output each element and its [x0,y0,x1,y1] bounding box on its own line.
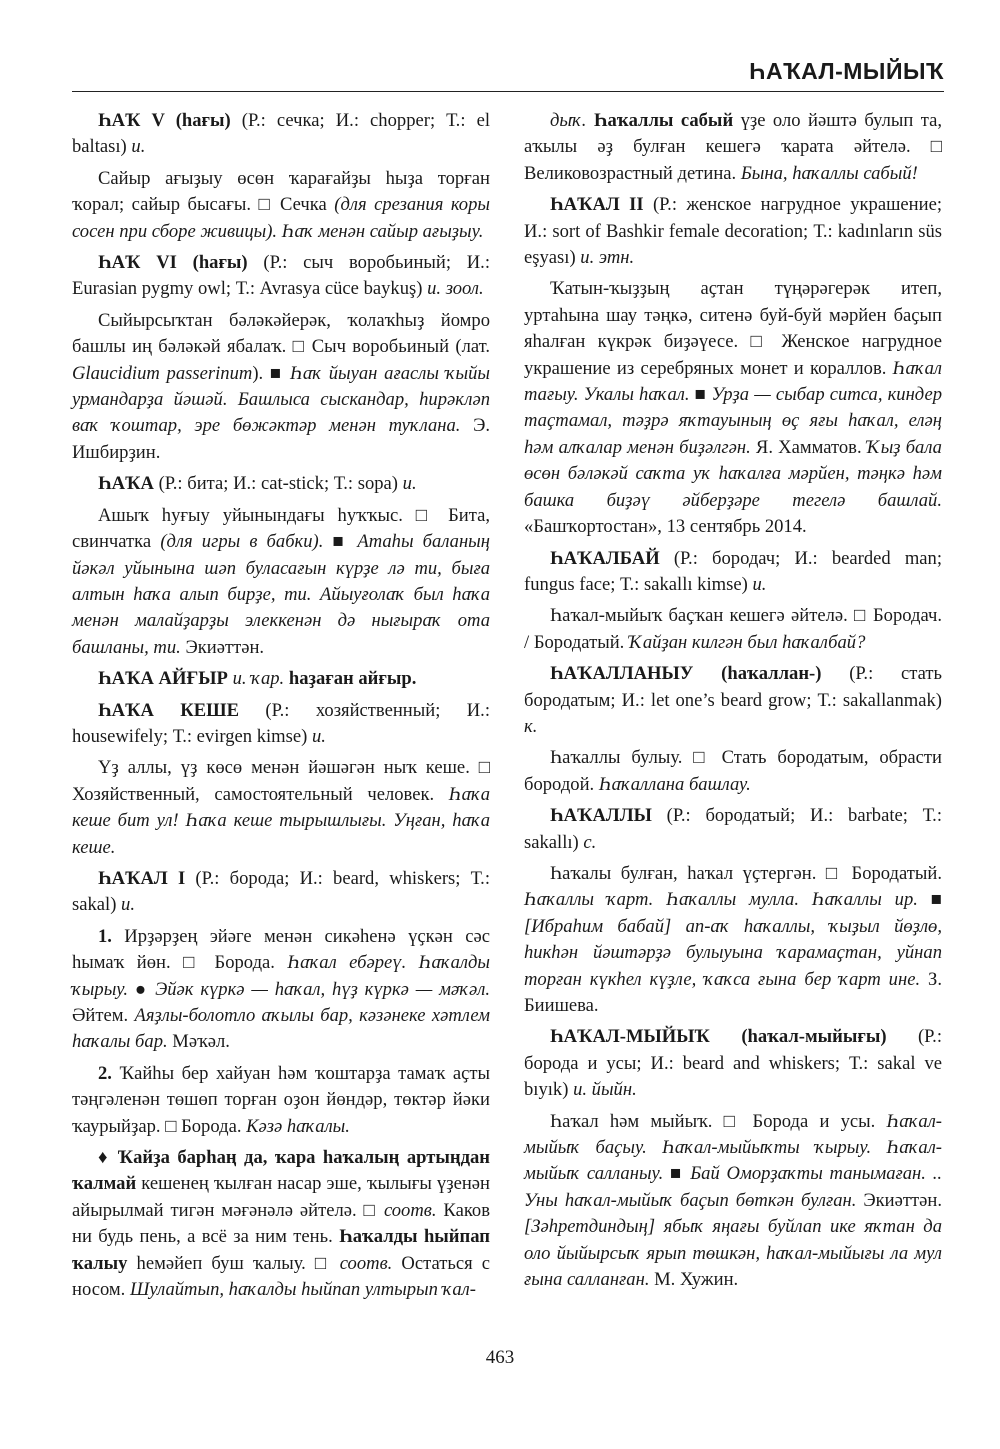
dictionary-entry-text [72,503,490,661]
text-run: (Р.: борода; И.: beard, whiskers; Т.: sakal) [72,867,490,916]
text-run: (Р.: бородатый; И.: barbate; Т.: sakallı) [524,805,942,853]
headword: ♦ Ҡайҙа барһаң да, ҡара һаҡалың артыңдан ҡалмай [72,1147,490,1195]
italic-text: Атаһы баланың йәкәл уйынына шәп буласағын күрҙе лә ти, быға алтын һаҡа алып бирҙе, ти. Айыуғолаҡ был һаҡа менән малайҙарҙы элеккенән дә нығыраҡ ота башланы, ти. [72,531,491,658]
running-head: ҺАҠАЛ-МЫЙЫҠ [749,58,944,84]
dictionary-entry-headword [524,546,942,599]
dictionary-entry-text [72,308,490,466]
text-run: һемәйеп буш ҡалыу. □ [127,1252,340,1274]
text-run: Һаҡал һәм мыйыҡ. □ Борода и усы. [550,1110,887,1132]
page-number: 463 [485,1347,515,1368]
text-run: Сыйырсыҡтан бәләкәйерәк, ҡолаҡһыҙ йомро башлы иң бәләкәй ябалаҡ. □ Сыч воробьиный (лат. [72,309,490,358]
italic-text: Һаҡаллана башлау. [598,773,751,795]
dictionary-entry-headword [72,250,490,303]
italic-text: [Зәһретдиндың] ябыҡ яңағы буйлап ике яҡтан да оло йыйырсыҡ ярып төшкән, һаҡал-мыйығы ла мул ғына салланған. [524,1216,942,1291]
text-run: Экиәттән. [856,1189,942,1211]
italic-text: дыҡ. [550,110,587,131]
text-run: ■ [689,384,712,406]
italic-text: Бай Оморҙаҡты танымаған. .. Уны һаҡал-мыйыҡ баҫып бөткән булған. [524,1163,942,1211]
text-run: Мәҡәл. [167,1031,230,1053]
text-run: Ашыҡ һуғыу уйынындағы һуҡҡыс. □ Бита, свинчатка [72,504,490,553]
text-run: М. Хужин. [649,1269,739,1291]
text-run: Каков ни будь пень, а всё за ним тень. [72,1199,490,1248]
italic-text: соотв. [339,1252,393,1274]
text-run: (Р.: стать бородатым; И.: let one’s beard grow; Т.: sakallanmak) [524,663,942,711]
left-column [72,108,490,1308]
headword: ҺАҠАЛБАЙ [550,547,660,569]
italic-text: и. [121,894,135,916]
italic-text: (для игры в бабки). [160,531,324,553]
dictionary-entry-text [524,276,942,540]
text-run: (Р.: сечка; И.: chopper; Т.: el baltası) [72,110,490,158]
text-run: ● [128,978,156,1000]
dictionary-entry-headword [524,661,942,740]
headword: ҺАҠА [98,473,154,495]
text-run: үҙе оло йәштә булып та, аҡылы әҙ булған кешегә ҡарата әйтелә. □ Великовозрастный детина. [524,110,942,184]
italic-text: и. [311,725,326,747]
italic-text: Һаҡал-мыйыҡ баҫыу. Һаҡал-мыйыҡты ҡырыу. Һаҡал-мыйыҡ салланыу. [524,1110,942,1185]
text-run: З. Биишева. [524,968,942,1016]
dictionary-entry-text [72,166,490,245]
italic-text: к. [524,715,538,737]
text-run: ■ [663,1163,691,1185]
headword: Һаҡалды һыйпап ҡалыу [72,1226,490,1274]
dictionary-entry-text [524,108,942,187]
text-run: «Башҡортостан», 13 сентябрь 2014. [524,516,807,538]
headword: 2. [98,1062,112,1084]
text-run: Әйтем. [72,1005,135,1026]
italic-text: соотв. [383,1199,437,1221]
headword: ҺАҠАЛ II [550,194,644,216]
right-column [524,108,942,1298]
text-run: ■ [323,531,358,553]
italic-text: Һаҡал тағыу. Укалы һаҡал. [524,357,942,406]
italic-text: Һаҡ йыуан ағаслы ҡыйы урмандарҙа йәшәй. Башлыса сыскандар, һирәкләп ваҡ ҡоштар, эре бөжәктәр менән туҡлана. [72,362,491,437]
italic-text: и. ҡар. [232,668,285,690]
headword: ҺАҠАЛЛАНЫУ (һаҡаллан-) [550,663,822,685]
italic-text: с. [583,831,597,853]
dictionary-entry-headword [524,803,942,856]
dictionary-entry-text [524,603,942,656]
text-run: (Р.: борода и усы; И.: beard and whiskers; Т.: sakal ve bıyık) [524,1026,942,1101]
text-run: Сайыр ағыҙыу өсөн ҡарағайҙы һыҙа торған ҡорал; сайыр бысағы. □ Сечка [72,167,490,216]
headword: ҺАҠА АЙҒЫР [98,668,228,690]
text-run: ). ■ [252,362,291,384]
text-run [586,110,593,131]
italic-text: Бына, һаҡаллы сабый! [740,162,918,184]
headword: ҺАҠА КЕШЕ [98,699,240,721]
text-run: Я. Хамматов. [750,436,867,458]
text-run: кешенең ҡылған насар эше, ҡылығы үҙенән айырылмай тигән мәғәнәлә әйтелә. □ [72,1173,490,1221]
dictionary-entry-headword [524,192,942,271]
text-run: Экиәттән. [180,636,265,658]
dictionary-entry-headword [72,666,490,692]
italic-text: Урҙа — сыбар ситса, киндер таҫтамал, тәҙрә яҡтауының өҫ яғы һаҡал, еләң һәм алҡалар менән биҙәлгән. [524,384,942,458]
text-run: (Р.: бита; И.: cat-stick; Т.: sopa) [153,473,403,495]
italic-text: и. [402,473,417,495]
text-run: (Р.: сыч воробьиный; И.: Eurasian pygmy owl; Т.: Avrasya cüce baykuş) [72,252,490,300]
italic-text: Эйәк күркә — һаҡал, һүҙ күркә — мәҡәл. [155,978,491,1000]
text-run: Һаҡалы булған, һаҡал үҫтергән. □ Бородатый. [550,862,942,884]
text-run: ■ [917,889,943,911]
dictionary-entry-headword [524,1024,942,1103]
dictionary-entry-headword [72,866,490,919]
headword: 1. [98,925,112,947]
dictionary-entry-headword [72,698,490,751]
italic-text: и. [752,573,767,595]
dictionary-entry-headword [72,108,490,161]
italic-text: Ҡыҙ бала өсөн бәләкәй саҡта уҡ һаҡалға мәрйен, тәңкә һәм башка биҙәү әйберҙәре тегелә башлай. [524,436,942,511]
text-run: Һаҡаллы булыу. □ Стать бородатым, обрасти бородой. [524,747,942,795]
dictionary-entry-headword [72,471,490,497]
italic-text: [Ибраһим бабай] ап-аҡ һаҡаллы, ҡыҙыл йөҙлө, һикһән йәштәрҙә булыуына ҡарамаҫтан, уйнап торған күкһел күҙле, ҡаҡса ғына бер ҡарт ине. [524,915,942,990]
headword: ҺАҠАЛ-МЫЙЫҠ (һаҡал-мыйығы) [550,1026,887,1048]
headword: һаҙаған айғыр. [288,668,417,690]
italic-text: Һаҡаллы ҡарт. Һаҡаллы мулла. Һаҡаллы ир. [524,889,918,911]
italic-text: Кәзә һаҡалы. [246,1115,350,1137]
text-run: (Р.: бородач; И.: bearded man; fungus face; Т.: sakallı kimse) [524,547,942,595]
italic-text: Һаҡал ебәреү. Һаҡалды ҡырыу. [72,952,490,1000]
headword: ҺАҠ V (һағы) [98,110,231,131]
text-run: Үҙ аллы, үҙ көсө менән йәшәгән ныҡ кеше. □ Хозяйственный, самостоятельный человек. [72,757,490,805]
header-rule [72,91,944,92]
italic-text: (для срезания коры сосен при сборе живицы). Һаҡ менән сайыр ағыҙыу. [72,194,490,242]
dictionary-entry-text [524,745,942,798]
text-run: Ҡайһы бер хайуан һәм ҡоштарҙа тамаҡ аҫты тәңгәленән төшөп торған оҙон йөндәр, төктәр йәки ҡаурыйҙар. □ Борода. [72,1062,490,1137]
text-run: Ҡатын-ҡыҙҙың аҫтан түңәрәгерәк итеп, уртаһына шау тәңкә, ситенә буй-буй мәрйен баҫып яһалған күкрәк биҙәүесе. □ Женское нагрудное украшение из серебряных монет и кораллов. [524,278,942,379]
text-run: Ирҙәрҙең эйәге менән сикәһенә үҫкән сәс һымаҡ йөн. □ Борода. [72,925,490,974]
italic-text: Һаҡа кеше бит ул! Һаҡа кеше тырышлығы. Уңған, һаҡа кеше. [72,783,490,858]
headword: ҺАҠ VI (һағы) [98,252,248,274]
headword: ҺАҠАЛ I [98,867,186,889]
text-run: (Р.: женское нагрудное украшение; И.: sort of Bashkir female decoration; Т.: kadınların süs eşyası) [524,194,942,269]
dictionary-entry-text [524,1109,942,1294]
text-run: Остаться с носом. [72,1252,491,1301]
dictionary-entry-text [72,1145,490,1303]
italic-text: Шулайтып, һаҡалды һыйпап ултырып ҡал- [129,1279,476,1301]
italic-text: и. [131,136,146,158]
italic-text: и. этн. [580,247,635,269]
text-run: Һаҡал-мыйыҡ баҫҡан кешегә әйтелә. □ Бородач. / Бородатый. [524,605,942,653]
text-run: (Р.: хозяйственный; И.: housewifely; Т.: evirgen kimse) [72,699,490,747]
italic-text: Аяҙлы-болотло аҡылы бар, кәзәнеке хәтлем һаҡалы бар. [72,1005,490,1053]
italic-text: Ҡайҙан килгән был һаҡалбай? [628,631,866,653]
text-run: Э. Ишбирҙин. [72,415,491,463]
dictionary-entry-text [72,924,490,1056]
italic-text: и. йыйн. [573,1079,637,1101]
italic-text: и. зоол. [427,278,484,300]
dictionary-entry-text [72,755,490,861]
headword: Һаҡаллы сабый [593,110,734,131]
headword: ҺАҠАЛЛЫ [550,805,652,827]
dictionary-entry-text [72,1061,490,1140]
dictionary-entry-text [524,861,942,1019]
italic-text: Glaucidium passerinum [72,362,253,384]
